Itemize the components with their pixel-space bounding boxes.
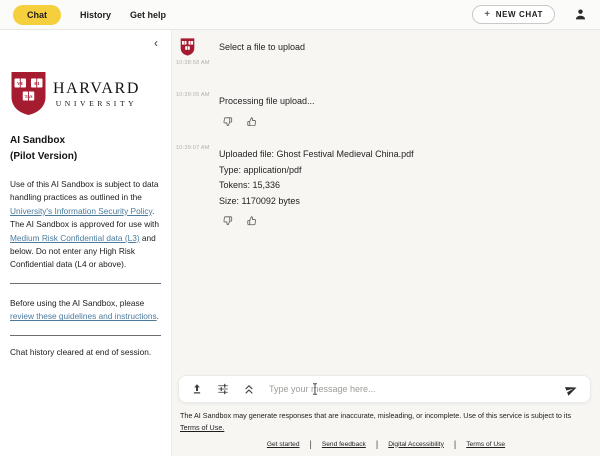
thumbs-up-icon[interactable] [247,117,257,127]
sidebar [0,30,172,456]
message-text: Select a file to upload [219,42,306,52]
message-text: Uploaded file: Ghost Festival Medieval China.pdf [219,149,414,159]
assistant-avatar [180,38,219,56]
footer-link-send-feedback[interactable]: Send feedback [321,440,366,448]
footer-separator: | [453,439,457,449]
sidebar-divider-1 [10,283,161,284]
chat-message [175,36,592,66]
harvard-wordmark [53,80,140,108]
tab-history[interactable]: History [80,9,112,20]
upload-file-icon[interactable] [191,383,203,395]
sidebar-title [10,133,161,165]
policy-paragraph [10,178,161,272]
policy-text-1: Use of this AI Sandbox is subject to data handling practices as outlined in the [10,179,159,203]
message-timestamp: 10:39:07 AM [176,145,210,151]
sidebar-title-line1: AI Sandbox [10,135,66,146]
guidelines-text-1: Before using the AI Sandbox, please [10,297,145,308]
send-message-icon[interactable] [565,383,578,396]
svg-text:RI: RI [34,80,40,86]
collapse-chevrons-icon[interactable] [243,383,255,395]
footer-separator: | [375,439,379,449]
sidebar-collapse-icon[interactable]: ‹ [154,36,158,50]
terms-of-use-link[interactable]: Terms of Use. [180,422,225,432]
message-list [172,30,600,226]
security-policy-link[interactable]: University's Information Security Policy [10,205,153,216]
medium-risk-data-link[interactable]: Medium Risk Confidential data (L3) [10,232,140,243]
text-cursor-icon [312,383,318,395]
harvard-logo [10,71,161,116]
sidebar-title-line2: (Pilot Version) [10,151,78,162]
svg-text:TAS: TAS [24,93,33,99]
message-body [219,143,414,226]
tab-get-help[interactable]: Get help [130,9,167,20]
thumbs-down-icon[interactable] [223,216,233,226]
message-meta [175,36,219,66]
message-meta [175,143,219,226]
disclaimer-text: The AI Sandbox may generate responses that are inaccurate, misleading, or incomplete. Use of this service is subject to its [180,411,572,420]
feedback-row [223,216,414,226]
footer-links [172,433,600,456]
footer-separator: | [309,439,312,449]
top-bar [0,0,600,30]
chat-panel [172,30,600,456]
message-timestamp: 10:38:58 AM [176,60,210,66]
main-area [0,30,600,456]
policy-text-3: and below. Do not enter any High Risk Confidential data (L4 or above). [10,232,156,270]
plus-icon: + [484,8,491,20]
thumbs-up-icon[interactable] [247,216,257,226]
harvard-shield-avatar-icon [180,38,195,56]
account-icon[interactable] [574,8,587,21]
thumbs-down-icon[interactable] [223,117,233,127]
svg-text:VE: VE [17,80,24,86]
footer-link-digital-accessibility[interactable]: Digital Accessibility [388,440,444,448]
disclaimer [180,410,592,433]
message-text: Processing file upload... [219,96,315,106]
message-text: Tokens: 15,336 [219,180,281,190]
session-note: Chat history cleared at end of session. [10,346,152,357]
harvard-shield-icon [10,71,47,116]
tab-chat[interactable]: Chat [13,5,61,25]
settings-sliders-icon[interactable] [217,383,229,395]
guidelines-link[interactable]: review these guidelines and instructions [10,311,157,322]
message-text: Size: 1170092 bytes [219,195,300,206]
new-chat-button[interactable] [472,5,555,24]
message-body [219,90,315,126]
message-input-bar [178,375,591,403]
chat-message [175,90,592,126]
message-input[interactable] [269,384,565,394]
policy-text-2: . The AI Sandbox is approved for use with [10,205,159,230]
sidebar-divider-2 [10,335,161,336]
message-meta [175,90,219,126]
footer-link-terms-of-use[interactable]: Terms of Use [466,440,506,448]
footer-link-get-started[interactable]: Get started [266,440,300,448]
wordmark-harvard: HARVARD [53,79,140,97]
message-text: Type: application/pdf [219,164,302,175]
guidelines-paragraph [10,297,161,324]
new-chat-label: NEW CHAT [495,10,543,19]
feedback-row [223,117,315,127]
chat-empty-space [172,226,600,376]
guidelines-text-2: . [156,311,159,322]
message-timestamp: 10:39:05 AM [176,92,210,98]
chat-message [175,143,592,226]
input-placeholder: Type your message here... [269,384,376,394]
message-body [219,36,305,66]
wordmark-university: UNIVERSITY [55,98,138,108]
